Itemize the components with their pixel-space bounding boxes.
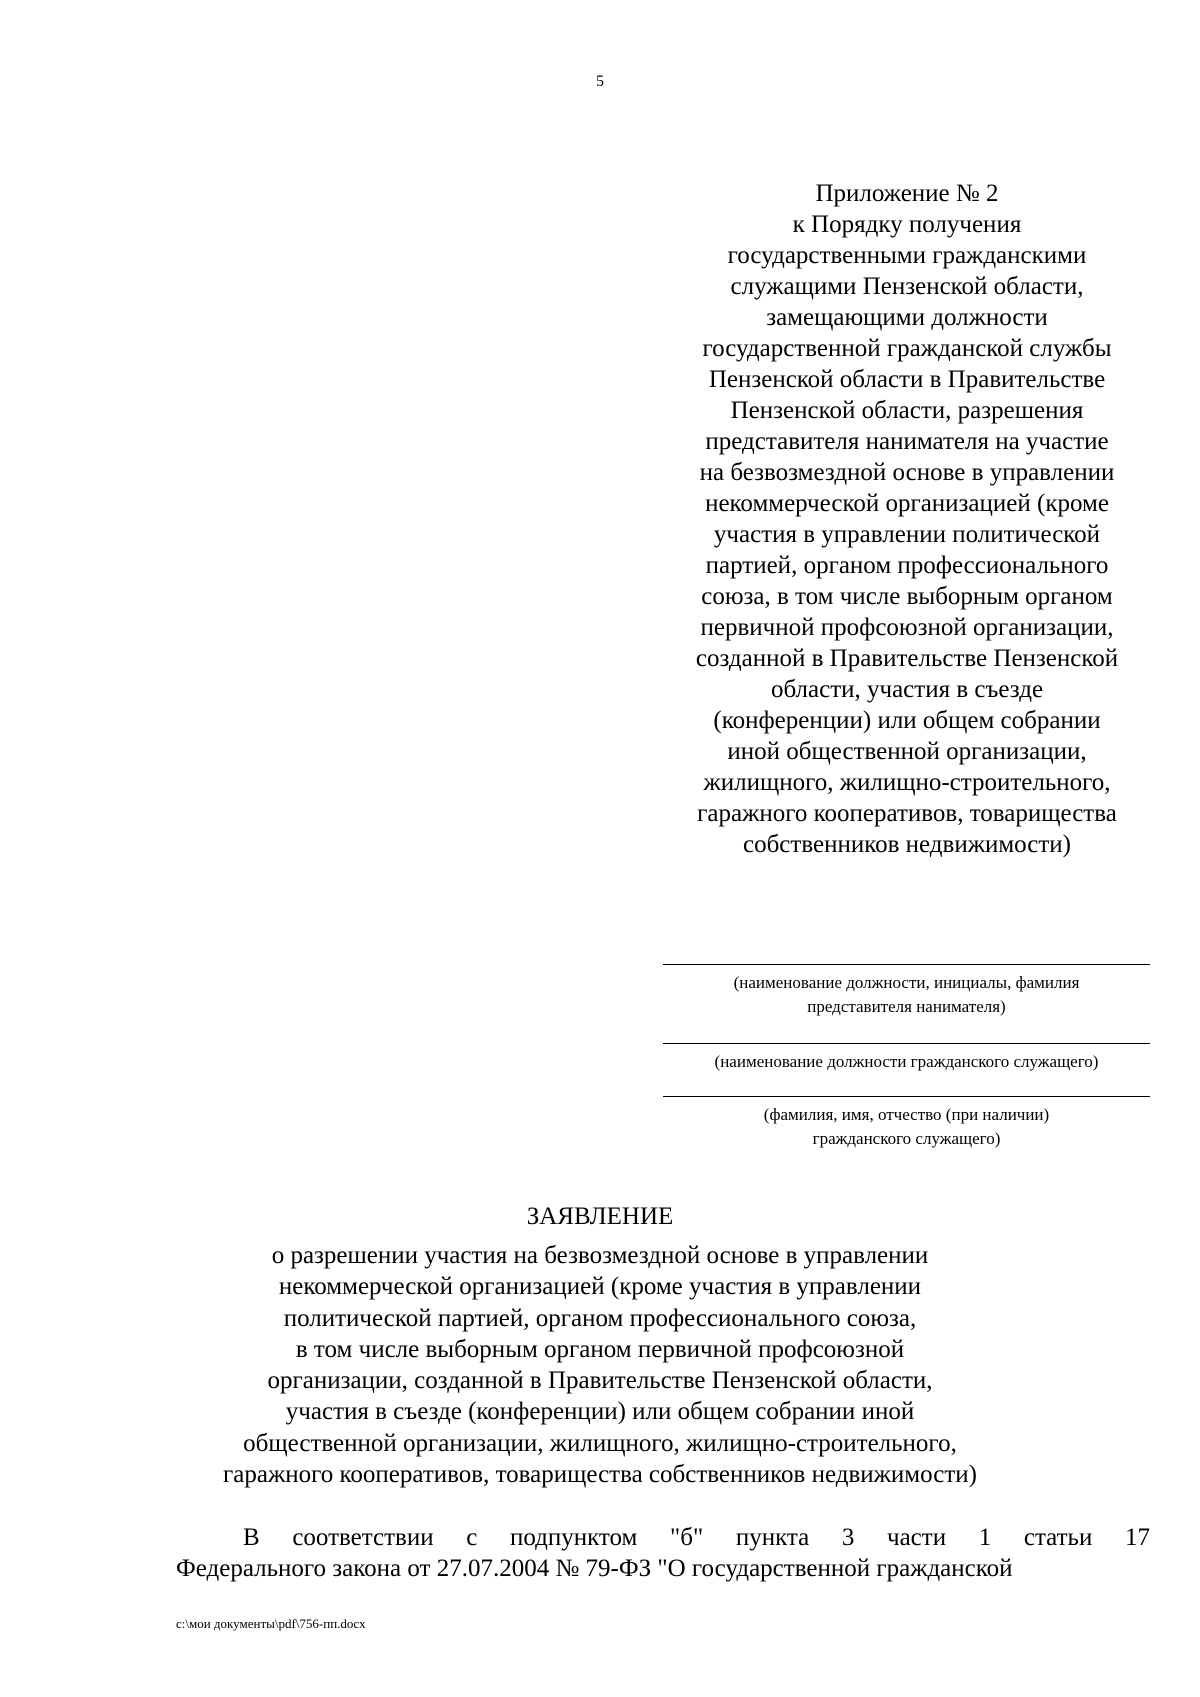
field-caption: [663, 1044, 1150, 1074]
appendix-heading: [657, 178, 1157, 860]
appendix-line: союза, в том числе выборным органом: [701, 583, 1113, 610]
body-line: Федерального закона от 27.07.2004 № 79-ФЗ "О государственной гражданской: [176, 1555, 1013, 1582]
appendix-line: государственной гражданской службы: [702, 335, 1112, 362]
appendix-line: гаражного кооперативов, товарищества: [697, 800, 1117, 827]
appendix-line: иной общественной организации,: [727, 738, 1087, 765]
body-word: 3: [841, 1524, 855, 1551]
appendix-line: служащими Пензенской области,: [730, 273, 1084, 300]
subject-line: гаражного кооперативов, товарищества собственников недвижимости): [223, 1461, 977, 1489]
appendix-line: представителя нанимателя на участие: [705, 428, 1109, 455]
employee-position-field[interactable]: [663, 1043, 1150, 1074]
appendix-line: государственными гражданскими: [727, 242, 1087, 269]
subject-line: некоммерческой организацией (кроме участия в управлении: [278, 1273, 922, 1301]
body-line: [176, 1522, 1150, 1553]
subject-line: о разрешении участия на безвозмездной основе в управлении: [271, 1242, 929, 1269]
appendix-line: первичной профсоюзной организации,: [700, 614, 1114, 641]
body-word: с: [466, 1524, 478, 1551]
body-word: 1: [978, 1524, 992, 1551]
caption-line: (наименование должности гражданского служащего): [714, 1052, 1099, 1071]
page-number: 5: [596, 73, 604, 90]
subject-line: организации, созданной в Правительстве Пензенской области,: [267, 1367, 933, 1395]
appendix-line: Пензенской области, разрешения: [730, 397, 1084, 424]
body-word: статьи: [1023, 1524, 1093, 1551]
appendix-line: замещающими должности: [766, 304, 1048, 331]
body-word: подпунктом: [509, 1524, 638, 1551]
representative-field[interactable]: [663, 964, 1150, 1019]
caption-line: (фамилия, имя, отчество (при наличии): [763, 1105, 1050, 1124]
caption-line: гражданского служащего): [812, 1129, 1001, 1148]
file-path-footer: c:\мои документы\pdf\756-пп.docx: [176, 1616, 366, 1631]
appendix-line: созданной в Правительстве Пензенской: [695, 645, 1119, 672]
body-word: пункта: [735, 1524, 810, 1551]
field-caption: [663, 1097, 1150, 1151]
employee-name-field[interactable]: [663, 1096, 1150, 1151]
body-word: "б": [670, 1524, 704, 1551]
body-word: 17: [1124, 1524, 1150, 1551]
body-word: В: [243, 1524, 260, 1551]
statement-body: [176, 1522, 1150, 1584]
appendix-line: некоммерческой организацией (кроме: [705, 490, 1109, 517]
subject-line: участия в съезде (конференции) или общем собрании иной: [285, 1398, 915, 1426]
appendix-line: жилищного, жилищно-строительного,: [703, 769, 1111, 796]
appendix-line: собственников недвижимости): [742, 831, 1072, 858]
appendix-line: к Порядку получения: [792, 211, 1022, 238]
subject-line: общественной организации, жилищного, жилищно-строительного,: [243, 1429, 957, 1457]
appendix-line: партией, органом профессионального: [705, 552, 1109, 579]
subject-line: в том числе выборным органом первичной профсоюзной: [295, 1335, 905, 1363]
body-word: части: [887, 1524, 947, 1551]
caption-line: (наименование должности, инициалы, фамилия: [733, 973, 1080, 992]
appendix-line: Пензенской области в Правительстве: [708, 366, 1106, 393]
field-caption: [663, 965, 1150, 1019]
subject-line: политической партией, органом профессионального союза,: [283, 1304, 917, 1332]
body-word: соответствии: [292, 1524, 434, 1551]
appendix-line: на безвозмездной основе в управлении: [699, 459, 1115, 486]
appendix-line: Приложение № 2: [815, 180, 999, 207]
appendix-line: (конференции) или общем собрании: [713, 707, 1101, 734]
statement-subject: [0, 1240, 1200, 1490]
caption-line: представителя нанимателя): [807, 997, 1006, 1016]
statement-title: ЗАЯВЛЕНИЕ: [526, 1203, 674, 1230]
appendix-line: участия в управлении политической: [713, 521, 1101, 548]
appendix-line: области, участия в съезде: [770, 676, 1044, 703]
